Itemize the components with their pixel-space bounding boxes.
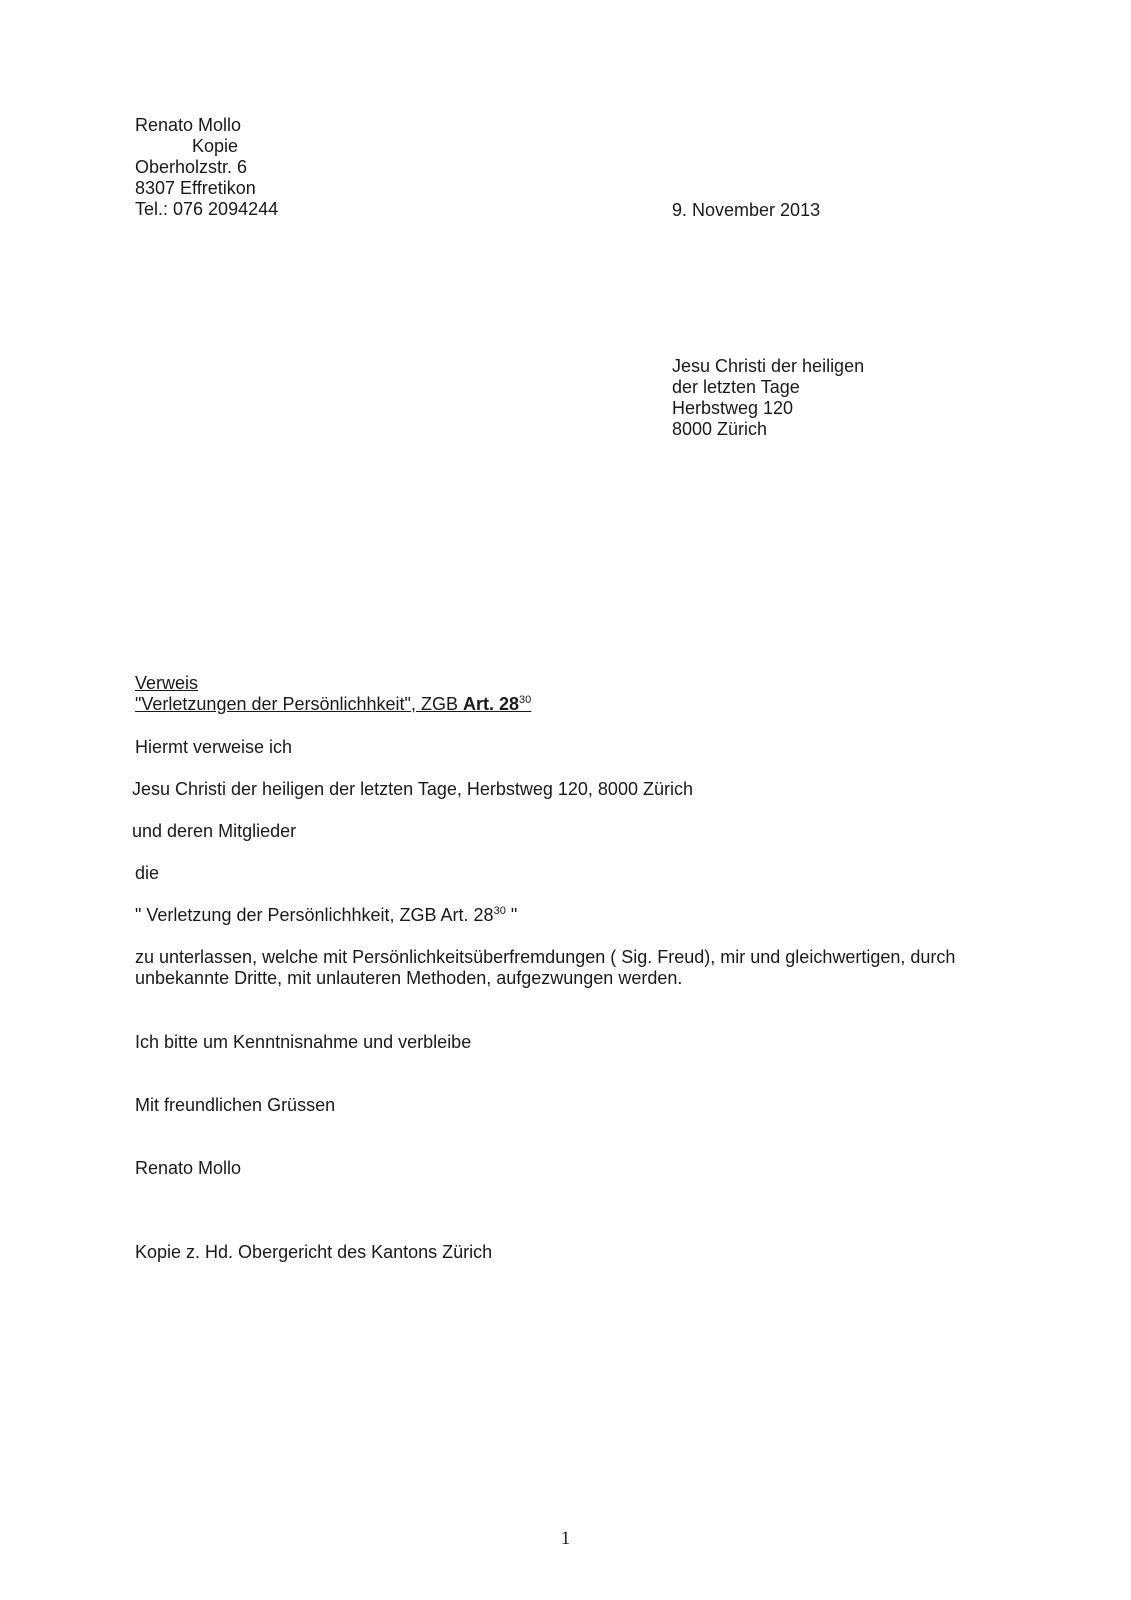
page-number: 1 (560, 1528, 571, 1549)
paragraph-request: Ich bitte um Kenntnisnahme und verbleibe (135, 1032, 472, 1052)
demand-line1: zu unterlassen, welche mit Persönlichkeitsüberfremdungen ( Sig. Freud), mir und gleichwertigen, durch (135, 947, 956, 967)
citation-suffix: " (505, 905, 518, 925)
subject-line (135, 694, 531, 714)
paragraph-die: die (135, 863, 160, 883)
paragraph-citation (135, 905, 517, 926)
recipient-line1: Jesu Christi der heiligen (672, 356, 865, 376)
subject-article: Art. 28 (462, 694, 519, 714)
citation-sup: 30 (493, 905, 506, 917)
recipient-street: Herbstweg 120 (672, 398, 794, 418)
paragraph-members: und deren Mitglieder (132, 821, 297, 841)
paragraph-demand (135, 947, 955, 989)
demand-line2: unbekannte Dritte, mit unlauteren Methoden, aufgezwungen werden. (135, 968, 683, 988)
subject-line-text: "Verletzungen der Persönlichhkeit", ZGB (135, 694, 463, 714)
sender-street: Oberholzstr. 6 (135, 157, 248, 177)
sender-phone: Tel.: 076 2094244 (135, 199, 279, 219)
recipient-address-block (672, 356, 864, 440)
sender-name: Renato Mollo (135, 115, 242, 135)
subject-title: Verweis (135, 673, 199, 693)
subject-block (135, 673, 531, 715)
sender-address-block (135, 115, 278, 220)
recipient-city: 8000 Zürich (672, 419, 768, 439)
closing-salutation: Mit freundlichen Grüssen (135, 1095, 336, 1115)
letter-date: 9. November 2013 (672, 200, 821, 220)
paragraph-addressee: Jesu Christi der heiligen der letzten Tage, Herbstweg 120, 8000 Zürich (132, 779, 693, 799)
copy-label: Kopie (192, 136, 239, 156)
citation-text: " Verletzung der Persönlichhkeit, ZGB Art. 28 (135, 905, 494, 925)
signature-name: Renato Mollo (135, 1158, 242, 1178)
recipient-line2: der letzten Tage (672, 377, 800, 397)
sender-city: 8307 Effretikon (135, 178, 256, 198)
copy-note: Kopie z. Hd. Obergericht des Kantons Zürich (135, 1242, 493, 1262)
subject-article-sup: 30 (518, 694, 532, 706)
paragraph-intro: Hiermt verweise ich (135, 737, 293, 757)
